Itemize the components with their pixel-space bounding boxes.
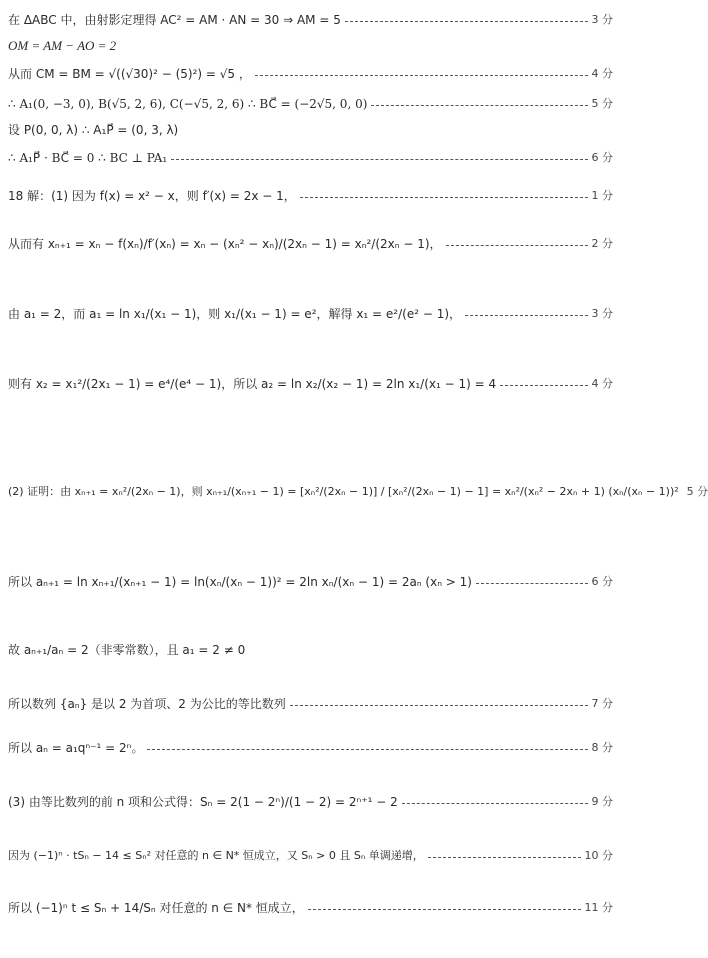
line-8 [8, 236, 613, 252]
line-1 [8, 12, 613, 28]
line-15 [8, 740, 613, 756]
line-10-text: 则有 x₂ = x₁²/(2x₁ − 1) = e⁴/(e⁴ − 1)，所以 a₂ = ln x₂/(x₂ − 1) = 2ln x₁/(x₁ − 1) = 4 [8, 377, 497, 391]
line-16-text: (3) 由等比数列的前 n 项和公式得：Sₙ = 2(1 − 2ⁿ)/(1 − 2) = 2ⁿ⁺¹ − 2 [8, 795, 398, 809]
score-7: 1 分 [591, 189, 613, 202]
leader-18 [308, 909, 581, 910]
line-18-text: 所以 (−1)ⁿ t ≤ Sₙ + 14/Sₙ 对任意的 n ∈ N* 恒成立， [8, 901, 304, 915]
line-17-text: 因为 (−1)ⁿ · tSₙ − 14 ≤ Sₙ² 对任意的 n ∈ N* 恒成立，又 Sₙ > 0 且 Sₙ 单调递增， [8, 849, 424, 862]
line-1-text: 在 ΔABC 中，由射影定理得 AC² = AM · AN = 30 ⇒ AM = 5 [8, 13, 341, 27]
score-10: 4 分 [591, 377, 613, 390]
line-3-text: 从而 CM = BM = √((√30)² − (5)²) = √5 ， [8, 67, 251, 81]
line-17 [8, 848, 613, 864]
line-6 [8, 150, 613, 166]
leader-15 [147, 749, 587, 750]
leader-16 [402, 803, 588, 804]
line-2-text: OM = AM − AO = 2 [8, 38, 117, 53]
line-4 [8, 96, 613, 112]
score-14: 7 分 [591, 697, 613, 710]
score-1: 3 分 [591, 13, 613, 26]
score-3: 4 分 [591, 67, 613, 80]
leader-17 [428, 857, 581, 858]
line-6-text: ∴ A₁P⃗ · BC⃗ = 0 ∴ BC ⊥ PA₁ [8, 151, 168, 165]
leader-6 [171, 159, 587, 160]
score-9: 3 分 [591, 307, 613, 320]
leader-9 [465, 315, 587, 316]
leader-4 [371, 105, 587, 106]
line-8-text: 从而有 xₙ₊₁ = xₙ − f(xₙ)/f′(xₙ) = xₙ − (xₙ² − xₙ)/(2xₙ − 1) = xₙ²/(2xₙ − 1)， [8, 237, 442, 251]
score-8: 2 分 [591, 237, 613, 250]
score-12: 6 分 [591, 575, 613, 588]
line-18 [8, 900, 613, 916]
line-7 [8, 188, 613, 204]
line-5-text: 设 P(0, 0, λ) ∴ A₁P⃗ = (0, 3, λ) [8, 123, 179, 137]
line-9 [8, 306, 613, 322]
leader-1 [345, 21, 588, 22]
leader-12 [476, 583, 588, 584]
score-4: 5 分 [591, 97, 613, 110]
line-9-text: 由 a₁ = 2，而 a₁ = ln x₁/(x₁ − 1)，则 x₁/(x₁ − 1) = e²，解得 x₁ = e²/(e² − 1)， [8, 307, 462, 321]
score-18: 11 分 [584, 901, 613, 914]
line-14-text: 所以数列 {aₙ} 是以 2 为首项、2 为公比的等比数列 [8, 697, 286, 711]
leader-7 [300, 197, 588, 198]
score-11: 5 分 [686, 485, 708, 498]
line-13-text: 故 aₙ₊₁/aₙ = 2（非零常数），且 a₁ = 2 ≠ 0 [8, 643, 246, 657]
line-2 [8, 38, 613, 54]
line-10 [8, 376, 613, 392]
line-12 [8, 574, 613, 590]
line-7-text: 18 解：(1) 因为 f(x) = x² − x，则 f′(x) = 2x − 1， [8, 189, 296, 203]
score-6: 6 分 [591, 151, 613, 164]
line-4-text: ∴ A₁(0, −3, 0), B(√5, 2, 6), C(−√5, 2, 6) ∴ BC⃗ = (−2√5, 0, 0) [8, 97, 368, 111]
leader-10 [500, 385, 587, 386]
line-13 [8, 642, 613, 658]
line-12-text: 所以 aₙ₊₁ = ln xₙ₊₁/(xₙ₊₁ − 1) = ln(xₙ/(xₙ − 1))² = 2ln xₙ/(xₙ − 1) = 2aₙ (xₙ > 1) [8, 575, 472, 589]
score-15: 8 分 [591, 741, 613, 754]
line-11 [8, 484, 708, 500]
leader-3 [255, 75, 588, 76]
score-16: 9 分 [591, 795, 613, 808]
line-3 [8, 66, 613, 82]
leader-14 [290, 705, 588, 706]
line-16 [8, 794, 613, 810]
line-15-text: 所以 aₙ = a₁qⁿ⁻¹ = 2ⁿ。 [8, 741, 144, 755]
line-5 [8, 122, 613, 138]
leader-8 [446, 245, 588, 246]
score-17: 10 分 [584, 849, 613, 862]
line-11-text: (2) 证明：由 xₙ₊₁ = xₙ²/(2xₙ − 1)，则 xₙ₊₁/(xₙ₊₁ − 1) = [xₙ²/(2xₙ − 1)] / [xₙ²/(2xₙ − 1) − 1] = xₙ²/(xₙ² − 2xₙ + 1) (xₙ/(xₙ − 1))² [8, 485, 679, 498]
line-14 [8, 696, 613, 712]
